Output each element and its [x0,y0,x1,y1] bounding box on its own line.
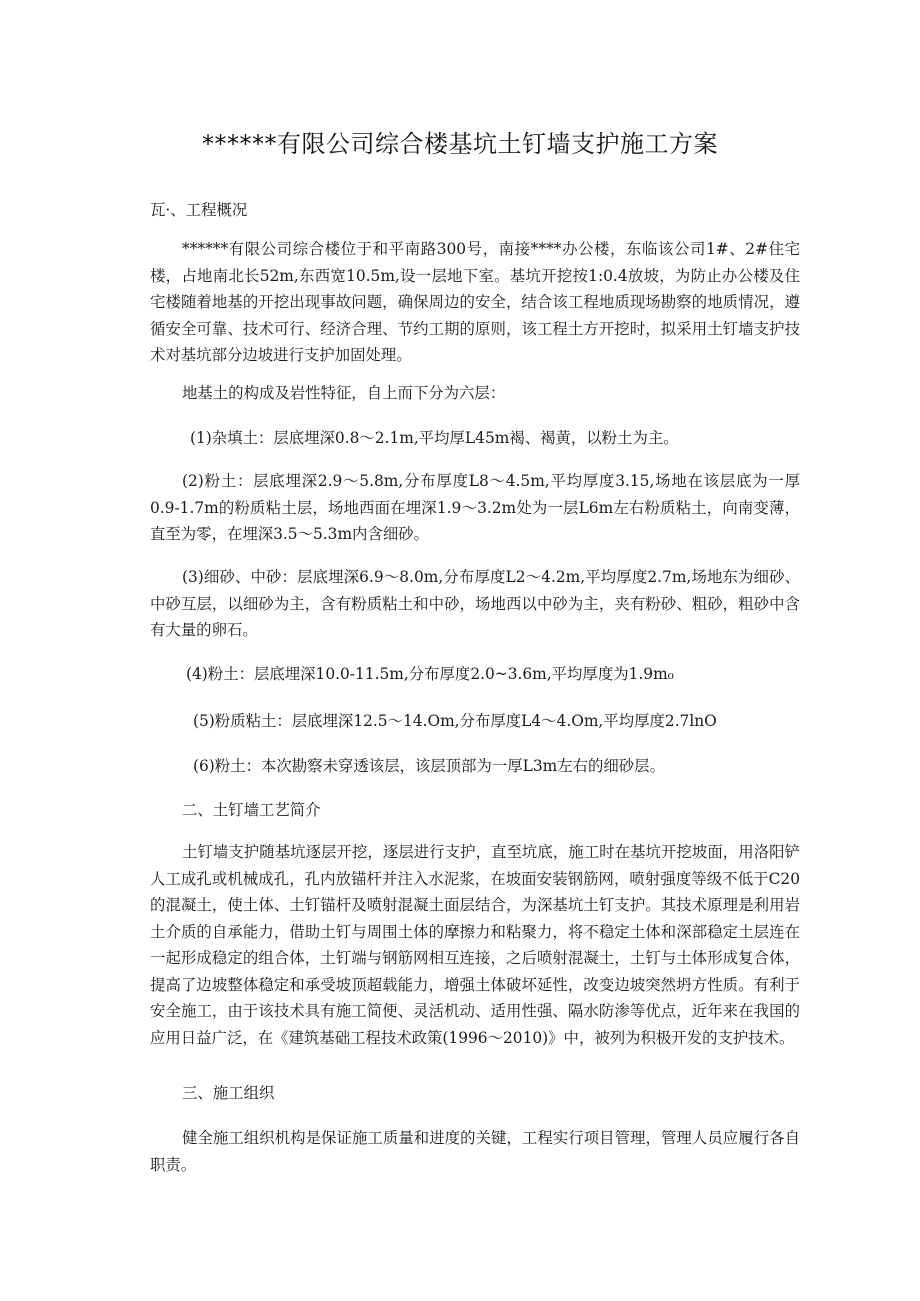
project-overview-paragraph: ******有限公司综合楼位于和平南路300号，南接****办公楼，东临该公司1#、2#住宅楼，占地南北长52m,东西宽10.5m,设一层地下室。基坑开挖按1:0.4放坡，为防止办公楼及住宅楼随着地基的开挖出现事故问题，确保周边的安全，结合该工程地质现场勘察的地质情况，遵循安全可靠、技术可行、经济合理、节约工期的原则，该工程土方开挖时，拟采用土钉墙支护技术对基坑部分边坡进行支护加固处理。 [150,240,800,364]
section-2-heading: 二、土钉墙工艺简介 [182,801,321,819]
section-1-heading: 瓦·、工程概况 [150,201,248,219]
soil-intro-paragraph: 地基土的构成及岩性特征，自上而下分为六层： [182,384,506,402]
soil-layer-3: (3)细砂、中砂：层底埋深6.9～8.0m,分布厚度L2～4.2m,平均厚度2.7m,场地东为细砂、中砂互层，以细砂为主，含有粉质粘土和中砂，场地西以中砂为主，夹有粉砂、粗砂，粗砂中含有大量的卵石。 [150,568,800,639]
section-3-heading: 三、施工组织 [182,1084,275,1102]
soil-nailing-paragraph: 土钉墙支护随基坑逐层开挖，逐层进行支护，直至坑底，施工时在基坑开挖坡面，用洛阳铲人工成孔或机械成孔，孔内放锚杆并注入水泥浆，在坡面安装钢筋网，喷射强度等级不低于C20的混凝土，使土体、土钉锚杆及喷射混凝土面层结合，为深基坑土钉支护。其技术原理是利用岩土介质的自承能力，借助土钉与周围土体的摩擦力和粘聚力，将不稳定土体和深部稳定土层连在一起形成稳定的组合体，土钉端与钢筋网相互连接，之后喷射混凝土，土钉与土体形成复合体，提高了边坡整体稳定和承受坡顶超载能力，增强土体破坏延性，改变边坡突然坍方性质。有利于安全施工，由于该技术具有施工简便、灵活机动、适用性强、隔水防渗等优点，近年来在我国的应用日益广泛，在《建筑基础工程技术政策(1996～2010)》中，被列为积极开发的支护技术。 [150,843,800,1047]
soil-layer-1: (1)杂填土：层底埋深0.8～2.1m,平均厚L45m褐、褐黄，以粉土为主。 [190,429,679,447]
soil-layer-6: (6)粉土：本次勘察未穿透该层，该层顶部为一厚L3m左右的细砂层。 [193,757,665,775]
soil-layer-5: (5)粉质粘土：层底埋深12.5～14.Om,分布厚度L4～4.Om,平均厚度2.7lnO [193,712,717,730]
soil-layer-2: (2)粉土：层底埋深2.9～5.8m,分布厚度L8～4.5m,平均厚度3.15,场地在该层底为一厚0.9-1.7m的粉质粘土层，场地西面在埋深1.9～3.2m处为一层L6m左右粉质粘土，向南变薄，直至为零，在埋深3.5～5.3m内含细砂。 [150,472,800,543]
document-title: ******有限公司综合楼基坑土钉墙支护施工方案 [202,130,718,158]
soil-layer-4: (4)粉土：层底埋深10.0-11.5m,分布厚度2.0~3.6m,平均厚度为1.9m₀ [186,665,674,683]
construction-organization-paragraph: 健全施工组织机构是保证施工质量和进度的关键，工程实行项目管理，管理人员应履行各自职责。 [150,1129,800,1174]
